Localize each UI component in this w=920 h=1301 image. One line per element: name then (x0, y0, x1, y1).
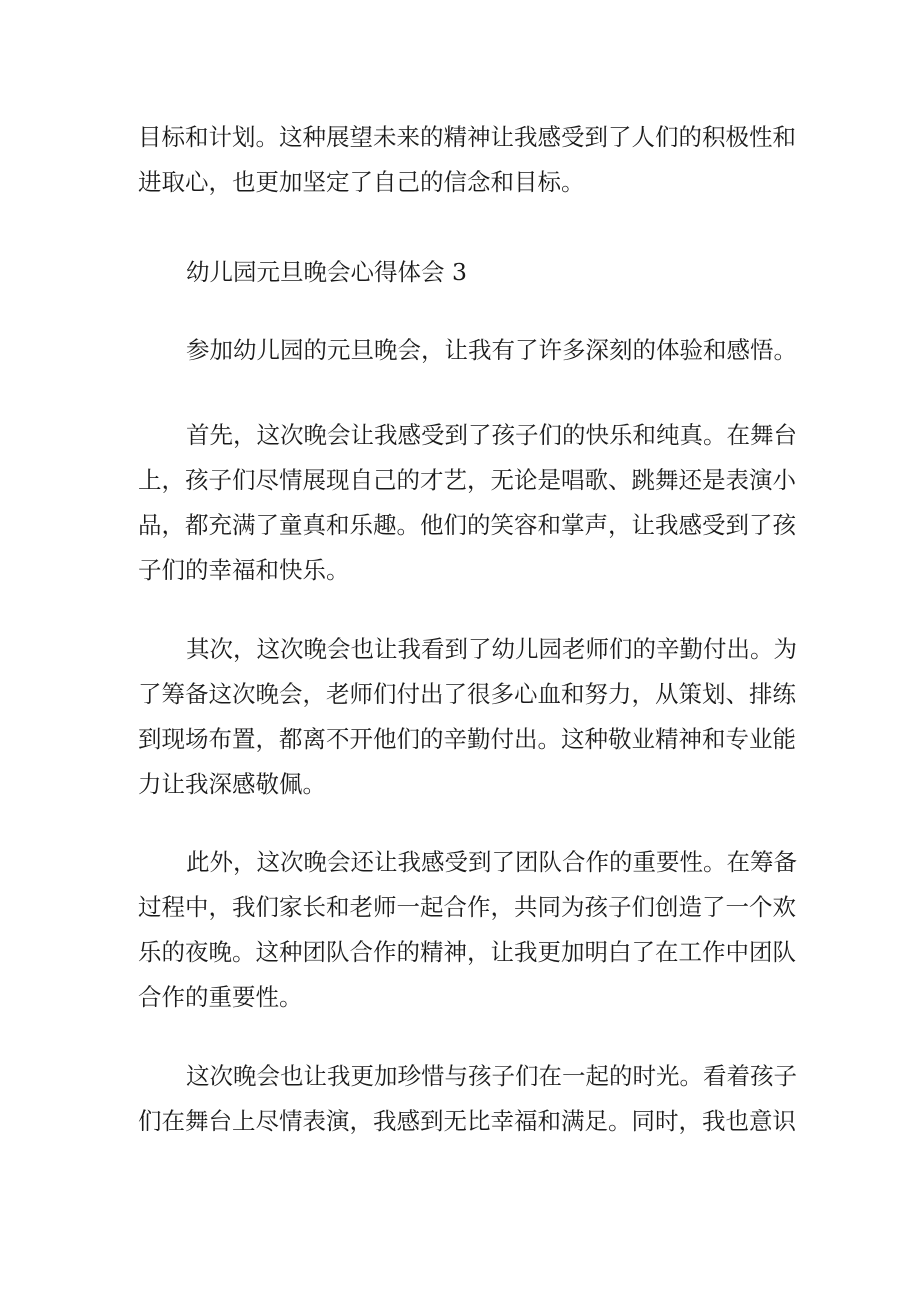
paragraph-fourth (138, 1054, 797, 1144)
text-line: 上，孩子们尽情展现自己的才艺，无论是唱歌、跳舞还是表演小 (138, 466, 796, 494)
text-line: 乐的夜晚。这种团队合作的精神，让我更加明白了在工作中团队 (138, 938, 796, 966)
paragraph-continued (138, 115, 796, 205)
text-line: 品，都充满了童真和乐趣。他们的笑容和掌声，让我感受到了孩 (138, 511, 796, 539)
text-line: 这次晚会也让我更加珍惜与孩子们在一起的时光。看着孩子 (186, 1062, 797, 1090)
text-line: 此外，这次晚会还让我感受到了团队合作的重要性。在筹备 (186, 848, 797, 876)
section-heading: 幼儿园元旦晚会心得体会 3 (186, 258, 467, 286)
text-line: 到现场布置，都离不开他们的辛勤付出。这种敬业精神和专业能 (138, 725, 796, 753)
text-line: 首先，这次晚会让我感受到了孩子们的快乐和纯真。在舞台 (186, 421, 797, 449)
paragraph-intro (186, 328, 836, 373)
text-line: 力让我深感敬佩。 (138, 770, 326, 798)
text-line: 合作的重要性。 (138, 983, 303, 1011)
text-line: 们在舞台上尽情表演，我感到无比幸福和满足。同时，我也意识 (138, 1107, 796, 1135)
paragraph-second (138, 627, 797, 807)
text-line: 目标和计划。这种展望未来的精神让我感受到了人们的积极性和 (138, 123, 796, 151)
text-line: 子们的幸福和快乐。 (138, 556, 350, 584)
text-line: 过程中，我们家长和老师一起合作，共同为孩子们创造了一个欢 (138, 893, 796, 921)
text-line: 进取心，也更加坚定了自己的信念和目标。 (138, 168, 585, 196)
text-line: 其次，这次晚会也让我看到了幼儿园老师们的辛勤付出。为 (186, 635, 797, 663)
text-line: 了筹备这次晚会，老师们付出了很多心血和努力，从策划、排练 (138, 680, 796, 708)
paragraph-third (138, 840, 797, 1020)
paragraph-first (138, 413, 797, 593)
text-line: 参加幼儿园的元旦晚会，让我有了许多深刻的体验和感悟。 (186, 336, 797, 364)
